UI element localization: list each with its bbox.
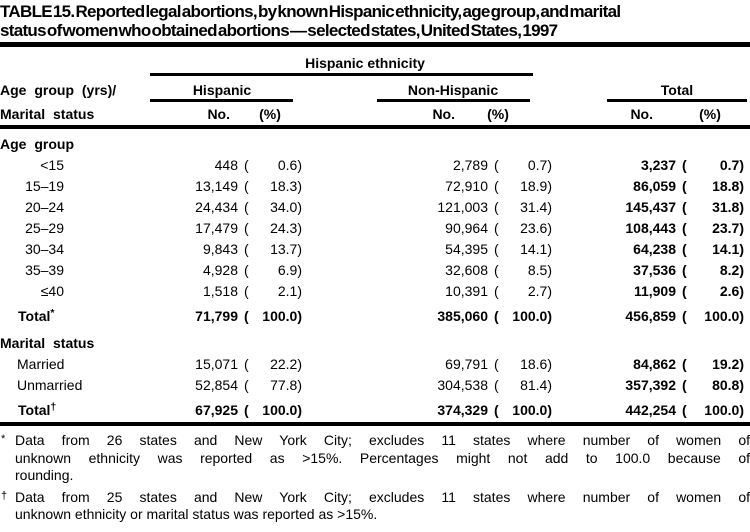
row-label-cell bbox=[0, 282, 140, 299]
pct-value: 0.6) bbox=[277, 156, 302, 173]
table-title-line1: TABLE 15. Reported legal abortions, by known Hispanic ethnicity, age group, and marital bbox=[0, 2, 621, 21]
non-hispanic-pct-header: (%) bbox=[487, 106, 509, 122]
pct-value: 31.8) bbox=[712, 198, 744, 215]
pct-value: 18.9) bbox=[520, 177, 552, 194]
pct-value: 81.4) bbox=[520, 376, 552, 393]
open-paren: ( bbox=[244, 376, 249, 393]
hispanic-pct-cell bbox=[244, 241, 302, 257]
open-paren: ( bbox=[244, 240, 249, 257]
table-row bbox=[0, 399, 750, 420]
footnote bbox=[0, 489, 750, 524]
pct-value: 2.1) bbox=[277, 282, 302, 299]
total-pct-cell bbox=[682, 356, 744, 372]
hispanic-no-cell: 52,854 bbox=[195, 376, 238, 393]
row-label: <15 bbox=[40, 157, 64, 173]
hispanic-pct-cell bbox=[244, 157, 302, 173]
open-paren: ( bbox=[682, 261, 687, 278]
hispanic-pct-cell bbox=[244, 262, 302, 278]
open-paren: ( bbox=[682, 177, 687, 194]
table-header bbox=[0, 47, 750, 129]
row-label-cell bbox=[0, 261, 140, 278]
total-no-cell: 84,862 bbox=[633, 355, 676, 372]
row-label-marker: * bbox=[50, 307, 55, 319]
pct-value: 13.7) bbox=[270, 240, 302, 257]
pct-value: 100.0) bbox=[262, 307, 302, 324]
row-label-cell bbox=[0, 177, 140, 194]
table-title bbox=[0, 0, 750, 40]
hispanic-pct-cell bbox=[244, 356, 302, 372]
pct-value: 100.0) bbox=[704, 401, 744, 418]
open-paren: ( bbox=[682, 282, 687, 299]
total-no-header: No. bbox=[630, 106, 653, 122]
hispanic-pct-cell bbox=[244, 178, 302, 194]
pct-value: 14.1) bbox=[712, 240, 744, 257]
header-rule bbox=[0, 125, 750, 129]
open-paren: ( bbox=[494, 219, 499, 236]
total-pct-cell bbox=[682, 262, 744, 278]
open-paren: ( bbox=[244, 177, 249, 194]
open-paren: ( bbox=[682, 307, 687, 324]
column-group-hispanic-label: Hispanic bbox=[192, 82, 252, 98]
pct-value: 100.0) bbox=[512, 401, 552, 418]
pct-value: 14.1) bbox=[520, 240, 552, 257]
non-hispanic-no-cell: 90,964 bbox=[445, 219, 488, 236]
pct-value: 2.6) bbox=[719, 282, 744, 299]
total-pct-cell bbox=[682, 241, 744, 257]
hispanic-pct-cell bbox=[244, 308, 302, 324]
hispanic-pct-cell bbox=[244, 220, 302, 236]
section-header-row bbox=[0, 332, 750, 353]
non-hispanic-no-cell: 2,789 bbox=[452, 156, 488, 173]
column-group-non-hispanic-label: Non-Hispanic bbox=[407, 82, 499, 98]
hispanic-pct-header: (%) bbox=[259, 106, 281, 122]
row-label-cell bbox=[0, 355, 140, 372]
pct-value: 23.7) bbox=[712, 219, 744, 236]
row-label-cell bbox=[0, 376, 140, 393]
hispanic-pct-cell bbox=[244, 402, 302, 418]
row-label-marker: † bbox=[50, 401, 57, 413]
total-pct-cell bbox=[682, 157, 744, 173]
pct-value: 24.3) bbox=[270, 219, 302, 236]
open-paren: ( bbox=[244, 307, 249, 324]
table-body bbox=[0, 129, 750, 420]
row-label-cell bbox=[0, 307, 140, 324]
row-header-marital-status: Marital status bbox=[0, 106, 95, 122]
total-no-cell: 37,536 bbox=[633, 261, 676, 278]
row-label: 35–39 bbox=[25, 262, 64, 278]
pct-value: 100.0) bbox=[704, 307, 744, 324]
open-paren: ( bbox=[494, 156, 499, 173]
row-label: Total bbox=[18, 308, 51, 324]
non-hispanic-no-cell: 54,395 bbox=[445, 240, 488, 257]
non-hispanic-pct-cell bbox=[494, 402, 552, 418]
table-row bbox=[0, 353, 750, 374]
total-pct-cell bbox=[682, 377, 744, 393]
row-label: ≤40 bbox=[40, 283, 64, 299]
non-hispanic-pct-cell bbox=[494, 283, 552, 299]
pct-value: 18.8) bbox=[712, 177, 744, 194]
footnote-marker: † bbox=[1, 489, 8, 502]
non-hispanic-no-cell: 32,608 bbox=[445, 261, 488, 278]
non-hispanic-no-cell: 304,538 bbox=[437, 376, 488, 393]
column-group-total-label: Total bbox=[660, 82, 694, 98]
non-hispanic-pct-cell bbox=[494, 262, 552, 278]
non-hispanic-no-cell: 121,003 bbox=[437, 198, 488, 215]
total-pct-cell bbox=[682, 178, 744, 194]
non-hispanic-no-header: No. bbox=[432, 106, 455, 122]
open-paren: ( bbox=[494, 240, 499, 257]
pct-value: 80.8) bbox=[712, 376, 744, 393]
row-label-cell bbox=[0, 219, 140, 236]
hispanic-no-cell: 448 bbox=[214, 156, 238, 173]
total-no-cell: 357,392 bbox=[625, 376, 676, 393]
open-paren: ( bbox=[682, 240, 687, 257]
total-no-cell: 108,443 bbox=[625, 219, 676, 236]
open-paren: ( bbox=[682, 401, 687, 418]
pct-value: 0.7) bbox=[527, 156, 552, 173]
footnote-line: unknown ethnicity was reported as >15%. Percentages might not add to 100.0 because of bbox=[15, 449, 750, 466]
total-pct-cell bbox=[682, 199, 744, 215]
section-title: Marital status bbox=[0, 334, 95, 351]
open-paren: ( bbox=[682, 198, 687, 215]
hispanic-no-cell: 13,149 bbox=[195, 177, 238, 194]
open-paren: ( bbox=[494, 282, 499, 299]
table-row bbox=[0, 154, 750, 175]
row-label-cell bbox=[0, 401, 140, 418]
non-hispanic-pct-cell bbox=[494, 220, 552, 236]
pct-value: 6.9) bbox=[277, 261, 302, 278]
pct-value: 77.8) bbox=[270, 376, 302, 393]
total-pct-cell bbox=[682, 308, 744, 324]
total-pct-cell bbox=[682, 402, 744, 418]
hispanic-no-cell: 1,518 bbox=[202, 282, 238, 299]
table-row bbox=[0, 374, 750, 395]
bottom-rule bbox=[0, 422, 750, 426]
non-hispanic-pct-cell bbox=[494, 356, 552, 372]
row-label: 20–24 bbox=[25, 199, 64, 215]
non-hispanic-pct-cell bbox=[494, 241, 552, 257]
table-row bbox=[0, 259, 750, 280]
row-header-age-group: Age group (yrs)/ bbox=[0, 82, 117, 98]
open-paren: ( bbox=[244, 198, 249, 215]
hispanic-no-cell: 71,799 bbox=[195, 307, 238, 324]
non-hispanic-underline bbox=[377, 99, 530, 102]
total-no-cell: 3,237 bbox=[640, 156, 676, 173]
non-hispanic-pct-cell bbox=[494, 377, 552, 393]
hispanic-no-cell: 15,071 bbox=[195, 355, 238, 372]
row-label-cell bbox=[0, 156, 140, 173]
pct-value: 100.0) bbox=[262, 401, 302, 418]
open-paren: ( bbox=[682, 156, 687, 173]
non-hispanic-pct-cell bbox=[494, 157, 552, 173]
pct-value: 22.2) bbox=[270, 355, 302, 372]
row-label: 25–29 bbox=[25, 220, 64, 236]
table-row bbox=[0, 196, 750, 217]
footnote-line: Data from 25 states and New York City; excludes 11 states where number of women of bbox=[15, 488, 750, 505]
footnote bbox=[0, 432, 750, 485]
non-hispanic-no-cell: 374,329 bbox=[437, 401, 488, 418]
non-hispanic-pct-cell bbox=[494, 308, 552, 324]
table-row bbox=[0, 280, 750, 301]
table-title-line2: status of women who obtained abortions — selected states, United States, 1997 bbox=[0, 21, 558, 40]
pct-value: 0.7) bbox=[719, 156, 744, 173]
pct-value: 34.0) bbox=[270, 198, 302, 215]
open-paren: ( bbox=[494, 376, 499, 393]
total-pct-cell bbox=[682, 220, 744, 236]
row-label: Married bbox=[17, 356, 65, 372]
non-hispanic-no-cell: 69,791 bbox=[445, 355, 488, 372]
section-title: Age group bbox=[0, 135, 74, 152]
hispanic-pct-cell bbox=[244, 199, 302, 215]
open-paren: ( bbox=[244, 355, 249, 372]
row-label: 15–19 bbox=[25, 178, 64, 194]
pct-value: 31.4) bbox=[520, 198, 552, 215]
total-no-cell: 64,238 bbox=[633, 240, 676, 257]
open-paren: ( bbox=[244, 156, 249, 173]
table-row bbox=[0, 175, 750, 196]
total-no-cell: 11,909 bbox=[633, 282, 676, 299]
open-paren: ( bbox=[494, 401, 499, 418]
open-paren: ( bbox=[682, 376, 687, 393]
open-paren: ( bbox=[494, 177, 499, 194]
pct-value: 19.2) bbox=[712, 355, 744, 372]
row-label-cell bbox=[0, 240, 140, 257]
total-underline bbox=[607, 99, 747, 102]
hispanic-pct-cell bbox=[244, 283, 302, 299]
total-pct-header: (%) bbox=[699, 106, 721, 122]
hispanic-pct-cell bbox=[244, 377, 302, 393]
hispanic-ethnicity-spanner-label: Hispanic ethnicity bbox=[305, 55, 425, 71]
row-label-cell bbox=[0, 198, 140, 215]
open-paren: ( bbox=[682, 355, 687, 372]
non-hispanic-no-cell: 10,391 bbox=[445, 282, 488, 299]
footnote-line: Data from 26 states and New York City; excludes 11 states where number of women of bbox=[15, 432, 750, 448]
non-hispanic-no-cell: 385,060 bbox=[437, 307, 488, 324]
footnotes bbox=[0, 432, 750, 524]
table-row bbox=[0, 238, 750, 259]
pct-value: 18.3) bbox=[270, 177, 302, 194]
hispanic-no-cell: 24,434 bbox=[195, 198, 238, 215]
hispanic-no-cell: 4,928 bbox=[202, 261, 238, 278]
footnote-line: unknown ethnicity or marital status was reported as >15%. bbox=[15, 506, 378, 522]
table-row bbox=[0, 305, 750, 326]
open-paren: ( bbox=[494, 307, 499, 324]
hispanic-ethnicity-underline bbox=[150, 73, 533, 76]
non-hispanic-no-cell: 72,910 bbox=[445, 177, 488, 194]
pct-value: 100.0) bbox=[512, 307, 552, 324]
hispanic-no-cell: 67,925 bbox=[195, 401, 238, 418]
pct-value: 2.7) bbox=[527, 282, 552, 299]
pct-value: 18.6) bbox=[520, 355, 552, 372]
pct-value: 23.6) bbox=[520, 219, 552, 236]
open-paren: ( bbox=[494, 355, 499, 372]
total-pct-cell bbox=[682, 283, 744, 299]
total-no-cell: 456,859 bbox=[625, 307, 676, 324]
non-hispanic-pct-cell bbox=[494, 178, 552, 194]
hispanic-underline bbox=[150, 99, 293, 102]
row-label: Unmarried bbox=[17, 377, 83, 393]
total-no-cell: 86,059 bbox=[633, 177, 676, 194]
footnote-line: rounding. bbox=[15, 467, 74, 483]
section-header-row bbox=[0, 133, 750, 154]
open-paren: ( bbox=[244, 261, 249, 278]
row-label: Total bbox=[18, 402, 51, 418]
hispanic-no-header: No. bbox=[207, 106, 230, 122]
hispanic-no-cell: 9,843 bbox=[202, 240, 238, 257]
open-paren: ( bbox=[682, 219, 687, 236]
pct-value: 8.5) bbox=[527, 261, 552, 278]
total-no-cell: 145,437 bbox=[625, 198, 676, 215]
table-row bbox=[0, 217, 750, 238]
open-paren: ( bbox=[494, 198, 499, 215]
total-no-cell: 442,254 bbox=[625, 401, 676, 418]
open-paren: ( bbox=[244, 219, 249, 236]
footnote-marker: * bbox=[1, 433, 6, 445]
pct-value: 8.2) bbox=[719, 261, 744, 278]
hispanic-no-cell: 17,479 bbox=[195, 219, 238, 236]
open-paren: ( bbox=[494, 261, 499, 278]
open-paren: ( bbox=[244, 282, 249, 299]
open-paren: ( bbox=[244, 401, 249, 418]
row-label: 30–34 bbox=[25, 241, 64, 257]
non-hispanic-pct-cell bbox=[494, 199, 552, 215]
